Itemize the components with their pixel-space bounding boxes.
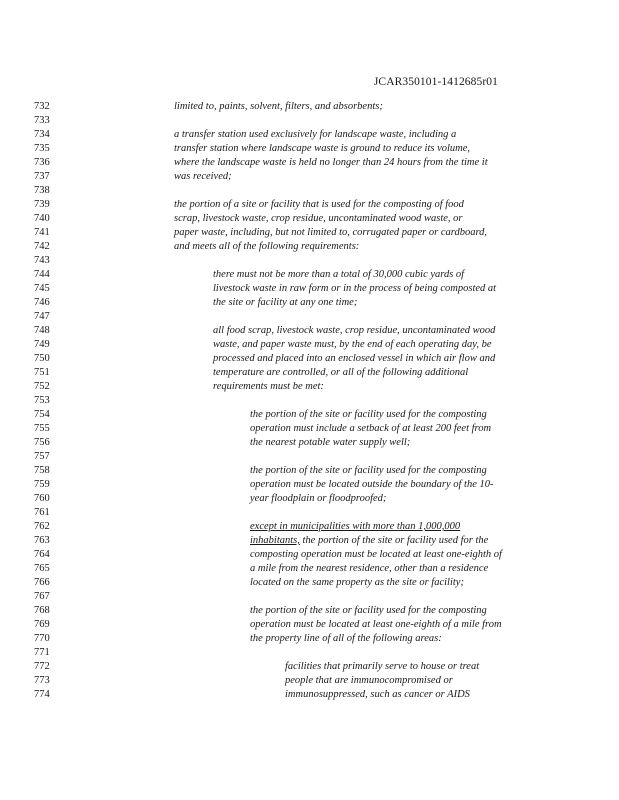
line-number: 757	[34, 451, 50, 462]
document-line	[0, 408, 619, 422]
document-line	[0, 184, 619, 198]
line-number: 756	[34, 437, 50, 448]
line-number: 746	[34, 297, 50, 308]
line-number: 743	[34, 255, 50, 266]
line-text: processed and placed into an enclosed vessel in which air flow and	[213, 353, 496, 364]
line-number: 762	[34, 521, 50, 532]
document-line	[0, 520, 619, 534]
line-text: was received;	[174, 171, 232, 182]
line-number: 774	[34, 689, 50, 700]
document-line	[0, 170, 619, 184]
line-text: the portion of the site or facility used for the composting	[250, 409, 487, 420]
line-number: 754	[34, 409, 50, 420]
line-text: the site or facility at any one time;	[213, 297, 358, 308]
line-text: inhabitants, the portion of the site or facility used for the	[250, 535, 489, 546]
document-line	[0, 352, 619, 366]
document-line	[0, 366, 619, 380]
line-number: 773	[34, 675, 50, 686]
document-line	[0, 660, 619, 674]
line-number: 732	[34, 101, 50, 112]
line-text: people that are immunocompromised or	[285, 675, 453, 686]
line-number: 737	[34, 171, 50, 182]
line-number: 748	[34, 325, 50, 336]
document-line	[0, 450, 619, 464]
line-number: 769	[34, 619, 50, 630]
line-text: and meets all of the following requirements:	[174, 241, 360, 252]
document-line	[0, 576, 619, 590]
line-number: 739	[34, 199, 50, 210]
line-number: 764	[34, 549, 50, 560]
line-number: 738	[34, 185, 50, 196]
line-text: limited to, paints, solvent, filters, and absorbents;	[174, 101, 383, 112]
line-number: 735	[34, 143, 50, 154]
document-line	[0, 422, 619, 436]
document-line	[0, 618, 619, 632]
line-text: paper waste, including, but not limited to, corrugated paper or cardboard,	[174, 227, 488, 238]
line-number: 741	[34, 227, 50, 238]
document-line	[0, 590, 619, 604]
line-text: operation must be located at least one-eighth of a mile from	[250, 619, 502, 630]
line-text: there must not be more than a total of 30,000 cubic yards of	[213, 269, 465, 280]
line-number: 772	[34, 661, 50, 672]
document-line	[0, 674, 619, 688]
line-text: requirements must be met:	[213, 381, 324, 392]
document-line	[0, 436, 619, 450]
line-number: 768	[34, 605, 50, 616]
document-line	[0, 296, 619, 310]
line-number: 753	[34, 395, 50, 406]
document-line	[0, 394, 619, 408]
line-text: the portion of a site or facility that is used for the composting of food	[174, 199, 464, 210]
document-line	[0, 338, 619, 352]
line-text: operation must include a setback of at least 200 feet from	[250, 423, 492, 434]
document-line	[0, 534, 619, 548]
line-number: 771	[34, 647, 50, 658]
document-line	[0, 380, 619, 394]
line-number: 740	[34, 213, 50, 224]
line-number: 767	[34, 591, 50, 602]
line-number: 733	[34, 115, 50, 126]
document-line	[0, 282, 619, 296]
line-number: 770	[34, 633, 50, 644]
document-line	[0, 142, 619, 156]
line-text: where the landscape waste is held no longer than 24 hours from the time it	[174, 157, 488, 168]
document-id: JCAR350101-1412685r01	[373, 76, 498, 88]
line-text: the portion of the site or facility used for the composting	[250, 465, 487, 476]
document-line	[0, 268, 619, 282]
line-number: 736	[34, 157, 50, 168]
line-text: a transfer station used exclusively for landscape waste, including a	[174, 129, 457, 140]
line-text: operation must be located outside the boundary of the 10-	[250, 479, 494, 490]
line-number: 751	[34, 367, 50, 378]
document-line	[0, 240, 619, 254]
document-line	[0, 226, 619, 240]
document-line	[0, 254, 619, 268]
document-line	[0, 128, 619, 142]
document-line	[0, 506, 619, 520]
line-text: the portion of the site or facility used for the composting	[250, 605, 487, 616]
line-text: facilities that primarily serve to house or treat	[285, 661, 480, 672]
document-line	[0, 198, 619, 212]
line-text: the nearest potable water supply well;	[250, 437, 411, 448]
document-line	[0, 464, 619, 478]
line-number: 745	[34, 283, 50, 294]
line-number: 750	[34, 353, 50, 364]
line-number: 765	[34, 563, 50, 574]
document-line	[0, 310, 619, 324]
line-text: scrap, livestock waste, crop residue, uncontaminated wood waste, or	[174, 213, 463, 224]
line-number: 761	[34, 507, 50, 518]
line-number: 760	[34, 493, 50, 504]
line-number: 758	[34, 465, 50, 476]
line-number: 752	[34, 381, 50, 392]
line-number: 747	[34, 311, 50, 322]
line-text: immunosuppressed, such as cancer or AIDS	[285, 689, 470, 700]
document-line	[0, 212, 619, 226]
line-text: year floodplain or floodproofed;	[250, 493, 387, 504]
line-number: 766	[34, 577, 50, 588]
line-text: all food scrap, livestock waste, crop residue, uncontaminated wood	[213, 325, 496, 336]
line-number: 759	[34, 479, 50, 490]
document-line	[0, 324, 619, 338]
line-text: transfer station where landscape waste is ground to reduce its volume,	[174, 143, 471, 154]
line-text: livestock waste in raw form or in the process of being composted at	[213, 283, 497, 294]
document-line	[0, 688, 619, 702]
line-text: temperature are controlled, or all of the following additional	[213, 367, 469, 378]
line-number: 749	[34, 339, 50, 350]
line-number: 763	[34, 535, 50, 546]
document-line	[0, 632, 619, 646]
document-line	[0, 478, 619, 492]
line-number: 734	[34, 129, 50, 140]
line-text: composting operation must be located at least one-eighth of	[250, 549, 502, 560]
document-line	[0, 548, 619, 562]
document-line	[0, 100, 619, 114]
line-text: the property line of all of the following areas:	[250, 633, 442, 644]
document-line	[0, 646, 619, 660]
document-line	[0, 562, 619, 576]
document-line	[0, 114, 619, 128]
document-line	[0, 604, 619, 618]
line-number: 755	[34, 423, 50, 434]
document-line	[0, 492, 619, 506]
line-text: a mile from the nearest residence, other than a residence	[250, 563, 489, 574]
line-number: 742	[34, 241, 50, 252]
line-number: 744	[34, 269, 50, 280]
line-text: waste, and paper waste must, by the end of each operating day, be	[213, 339, 492, 350]
line-text: located on the same property as the site or facility;	[250, 577, 464, 588]
line-text: except in municipalities with more than 1,000,000	[250, 521, 461, 532]
document-line	[0, 156, 619, 170]
